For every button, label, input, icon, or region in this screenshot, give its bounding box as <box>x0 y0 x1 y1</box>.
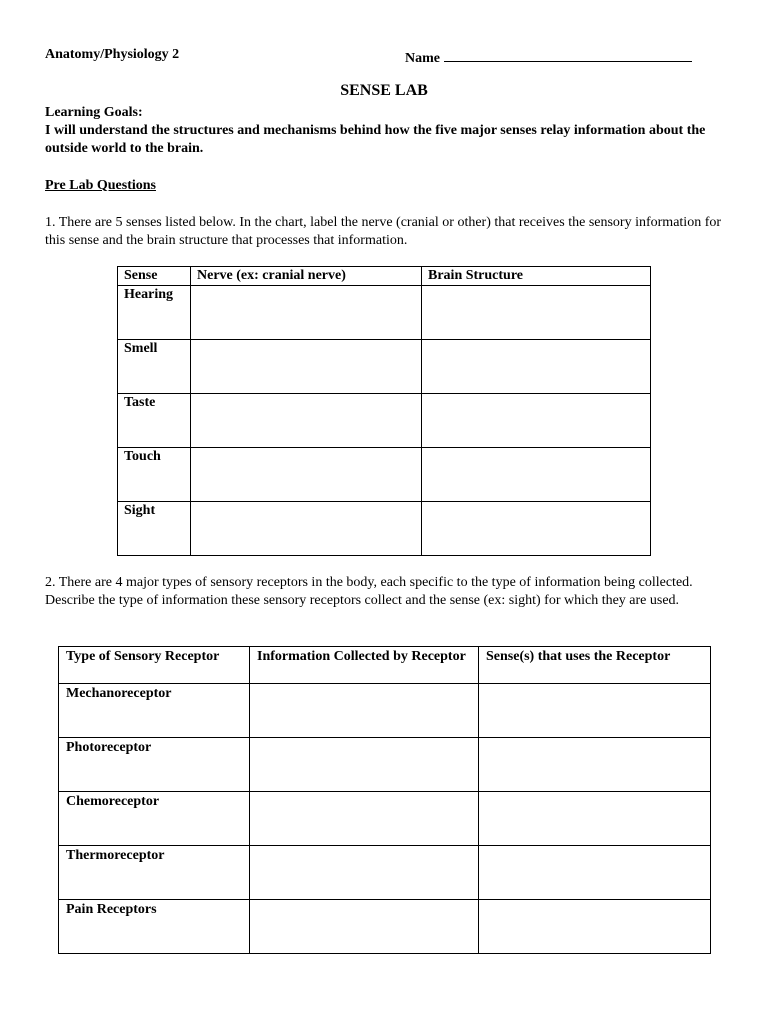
receptor-cell: Mechanoreceptor <box>59 684 250 738</box>
name-blank-line[interactable] <box>444 47 692 62</box>
table-row <box>59 900 711 954</box>
question-2-text: 2. There are 4 major types of sensory receptors in the body, each specific to the type of information being collected. Describe the type of information these sensory receptors collect and the sense (ex: sight) for which they are used. <box>45 575 693 608</box>
column-header-sense: Sense <box>118 267 191 286</box>
question-1-text: 1. There are 5 senses listed below. In the chart, label the nerve (cranial or other) that receives the sensory information for this sense and the brain structure that processes that information. <box>45 215 722 248</box>
name-label: Name <box>405 51 440 66</box>
sense-cell: Smell <box>118 340 191 394</box>
sense-cell: Sight <box>118 502 191 556</box>
answer-cell[interactable] <box>479 792 711 846</box>
receptor-cell: Thermoreceptor <box>59 846 250 900</box>
column-header-nerve: Nerve (ex: cranial nerve) <box>191 267 422 286</box>
name-field[interactable] <box>405 47 692 67</box>
answer-cell[interactable] <box>422 448 651 502</box>
column-header-receptor-type: Type of Sensory Receptor <box>59 647 250 684</box>
answer-cell[interactable] <box>191 448 422 502</box>
receptors-table <box>58 646 711 954</box>
column-header-information-collected: Information Collected by Receptor <box>250 647 479 684</box>
table-row <box>118 502 651 556</box>
answer-cell[interactable] <box>479 738 711 792</box>
learning-goals-text: I will understand the structures and mechanisms behind how the five major senses relay information about the outside world to the brain. <box>45 123 706 156</box>
receptor-cell: Pain Receptors <box>59 900 250 954</box>
answer-cell[interactable] <box>250 846 479 900</box>
table-row <box>59 738 711 792</box>
sense-cell: Hearing <box>118 286 191 340</box>
table-row <box>59 846 711 900</box>
answer-cell[interactable] <box>191 502 422 556</box>
prelab-heading: Pre Lab Questions <box>45 178 156 193</box>
answer-cell[interactable] <box>422 286 651 340</box>
answer-cell[interactable] <box>250 900 479 954</box>
table-row <box>59 684 711 738</box>
answer-cell[interactable] <box>250 684 479 738</box>
senses-table <box>117 266 651 556</box>
column-header-brain-structure: Brain Structure <box>422 267 651 286</box>
answer-cell[interactable] <box>479 900 711 954</box>
answer-cell[interactable] <box>191 340 422 394</box>
sense-cell: Taste <box>118 394 191 448</box>
answer-cell[interactable] <box>422 394 651 448</box>
table-row <box>118 394 651 448</box>
answer-cell[interactable] <box>422 502 651 556</box>
answer-cell[interactable] <box>250 792 479 846</box>
learning-goals-heading: Learning Goals: <box>45 105 143 120</box>
sense-cell: Touch <box>118 448 191 502</box>
table-row <box>118 286 651 340</box>
table-row <box>59 792 711 846</box>
answer-cell[interactable] <box>479 684 711 738</box>
receptor-cell: Photoreceptor <box>59 738 250 792</box>
table-header-row <box>118 267 651 286</box>
answer-cell[interactable] <box>191 286 422 340</box>
answer-cell[interactable] <box>250 738 479 792</box>
answer-cell[interactable] <box>191 394 422 448</box>
table-row <box>118 340 651 394</box>
table-row <box>118 448 651 502</box>
answer-cell[interactable] <box>422 340 651 394</box>
answer-cell[interactable] <box>479 846 711 900</box>
page-title: SENSE LAB <box>340 82 428 99</box>
column-header-senses: Sense(s) that uses the Receptor <box>479 647 711 684</box>
course-title: Anatomy/Physiology 2 <box>45 47 180 62</box>
receptor-cell: Chemoreceptor <box>59 792 250 846</box>
learning-goals <box>45 104 725 158</box>
table-header-row <box>59 647 711 684</box>
